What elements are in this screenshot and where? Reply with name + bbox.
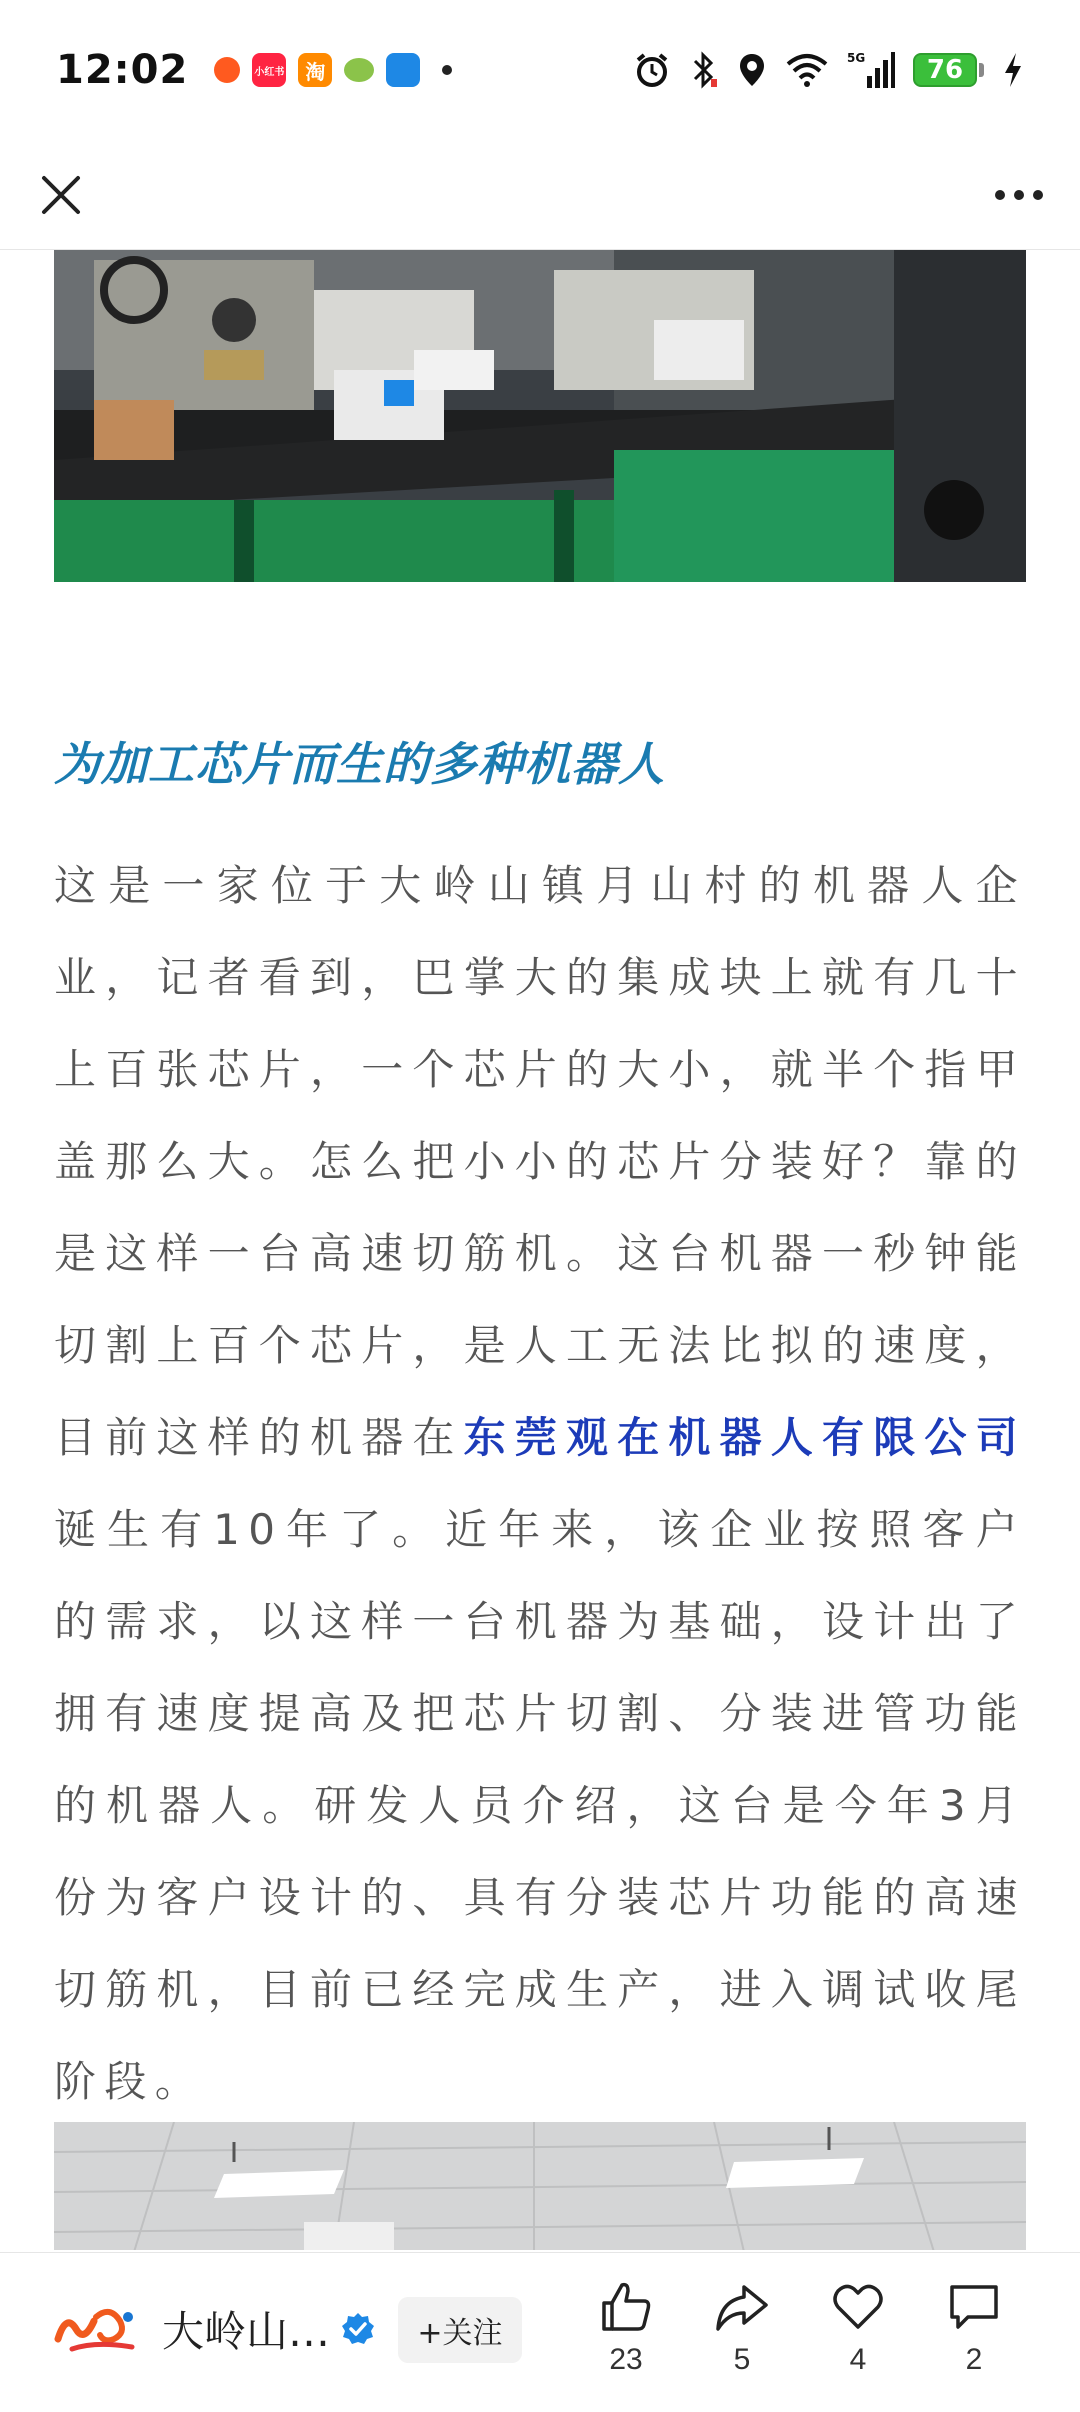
article-text-part2: 诞生有10年了。近年来，该企业按照客户的需求，以这样一台机器为基础，设计出了拥有速度提高及把芯片切割、分装进管功能的机器人。研发人员介绍，这台是今年3月份为客户设计的、具有分装芯片功能的高速切筋机，目前已经完成生产，进入调试收尾阶段。 <box>54 1505 1026 2106</box>
status-time: 12:02 <box>56 47 189 93</box>
like-button[interactable] <box>576 2279 676 2377</box>
charging-icon <box>1002 51 1024 89</box>
more-options-button[interactable] <box>986 162 1052 228</box>
factory-workshop-photo[interactable] <box>54 250 1026 582</box>
author-logo-icon[interactable] <box>54 2299 138 2355</box>
favorite-count: 4 <box>849 2343 867 2376</box>
close-icon <box>40 174 82 216</box>
alarm-icon <box>633 51 671 89</box>
notification-app-1-icon <box>214 57 240 83</box>
like-count: 23 <box>609 2343 643 2376</box>
battery-cap <box>979 63 984 77</box>
office-ceiling-photo[interactable] <box>54 2122 1026 2250</box>
comment-bubble-icon <box>946 2279 1002 2335</box>
article-text-part1: 这是一家位于大岭山镇月山村的机器人企业，记者看到，巴掌大的集成块上就有几十上百张芯片，一个芯片的大小，就半个指甲盖那么大。怎么把小小的芯片分装好？靠的是这样一台高速切筋机。这台机器一秒钟能切割上百个芯片，是人工无法比拟的速度，目前这样的机器在 <box>54 861 1026 1462</box>
status-bar <box>0 0 1080 140</box>
wifi-icon <box>785 52 829 88</box>
article-paragraph <box>54 840 1026 2128</box>
comment-count: 2 <box>965 2343 983 2376</box>
heart-icon <box>830 2279 886 2335</box>
share-arrow-icon <box>714 2279 770 2335</box>
notification-icons <box>214 53 452 87</box>
more-horizontal-icon <box>994 189 1044 201</box>
bottom-action-bar <box>0 2252 1080 2412</box>
xiaohongshu-app-icon: 小红书 <box>252 53 286 87</box>
cellular-signal-icon <box>847 50 895 90</box>
bluetooth-icon <box>689 51 719 89</box>
close-button[interactable] <box>28 162 94 228</box>
company-link[interactable]: 东莞观在机器人有限公司 <box>463 1413 1027 1462</box>
article-content[interactable] <box>0 250 1080 2250</box>
more-notifications-icon <box>442 65 452 75</box>
location-icon <box>737 51 767 89</box>
comment-button[interactable] <box>924 2279 1024 2377</box>
battery-indicator <box>913 53 984 87</box>
share-count: 5 <box>733 2343 751 2376</box>
taobao-app-icon: 淘 <box>298 53 332 87</box>
thumbs-up-icon <box>598 2279 654 2335</box>
svg-text:5G: 5G <box>847 51 866 65</box>
verified-badge-icon <box>340 2311 376 2347</box>
section-title: 为加工芯片而生的多种机器人 <box>54 737 665 791</box>
author-name[interactable]: 大岭山… <box>162 2307 331 2356</box>
notification-app-5-icon <box>386 53 420 87</box>
follow-button[interactable]: +关注 <box>398 2297 522 2363</box>
favorite-button[interactable] <box>808 2279 908 2377</box>
top-nav-bar <box>0 140 1080 250</box>
notification-app-4-icon <box>344 58 374 82</box>
system-icons <box>633 50 1024 90</box>
battery-level: 76 <box>913 53 977 87</box>
share-button[interactable] <box>692 2279 792 2377</box>
